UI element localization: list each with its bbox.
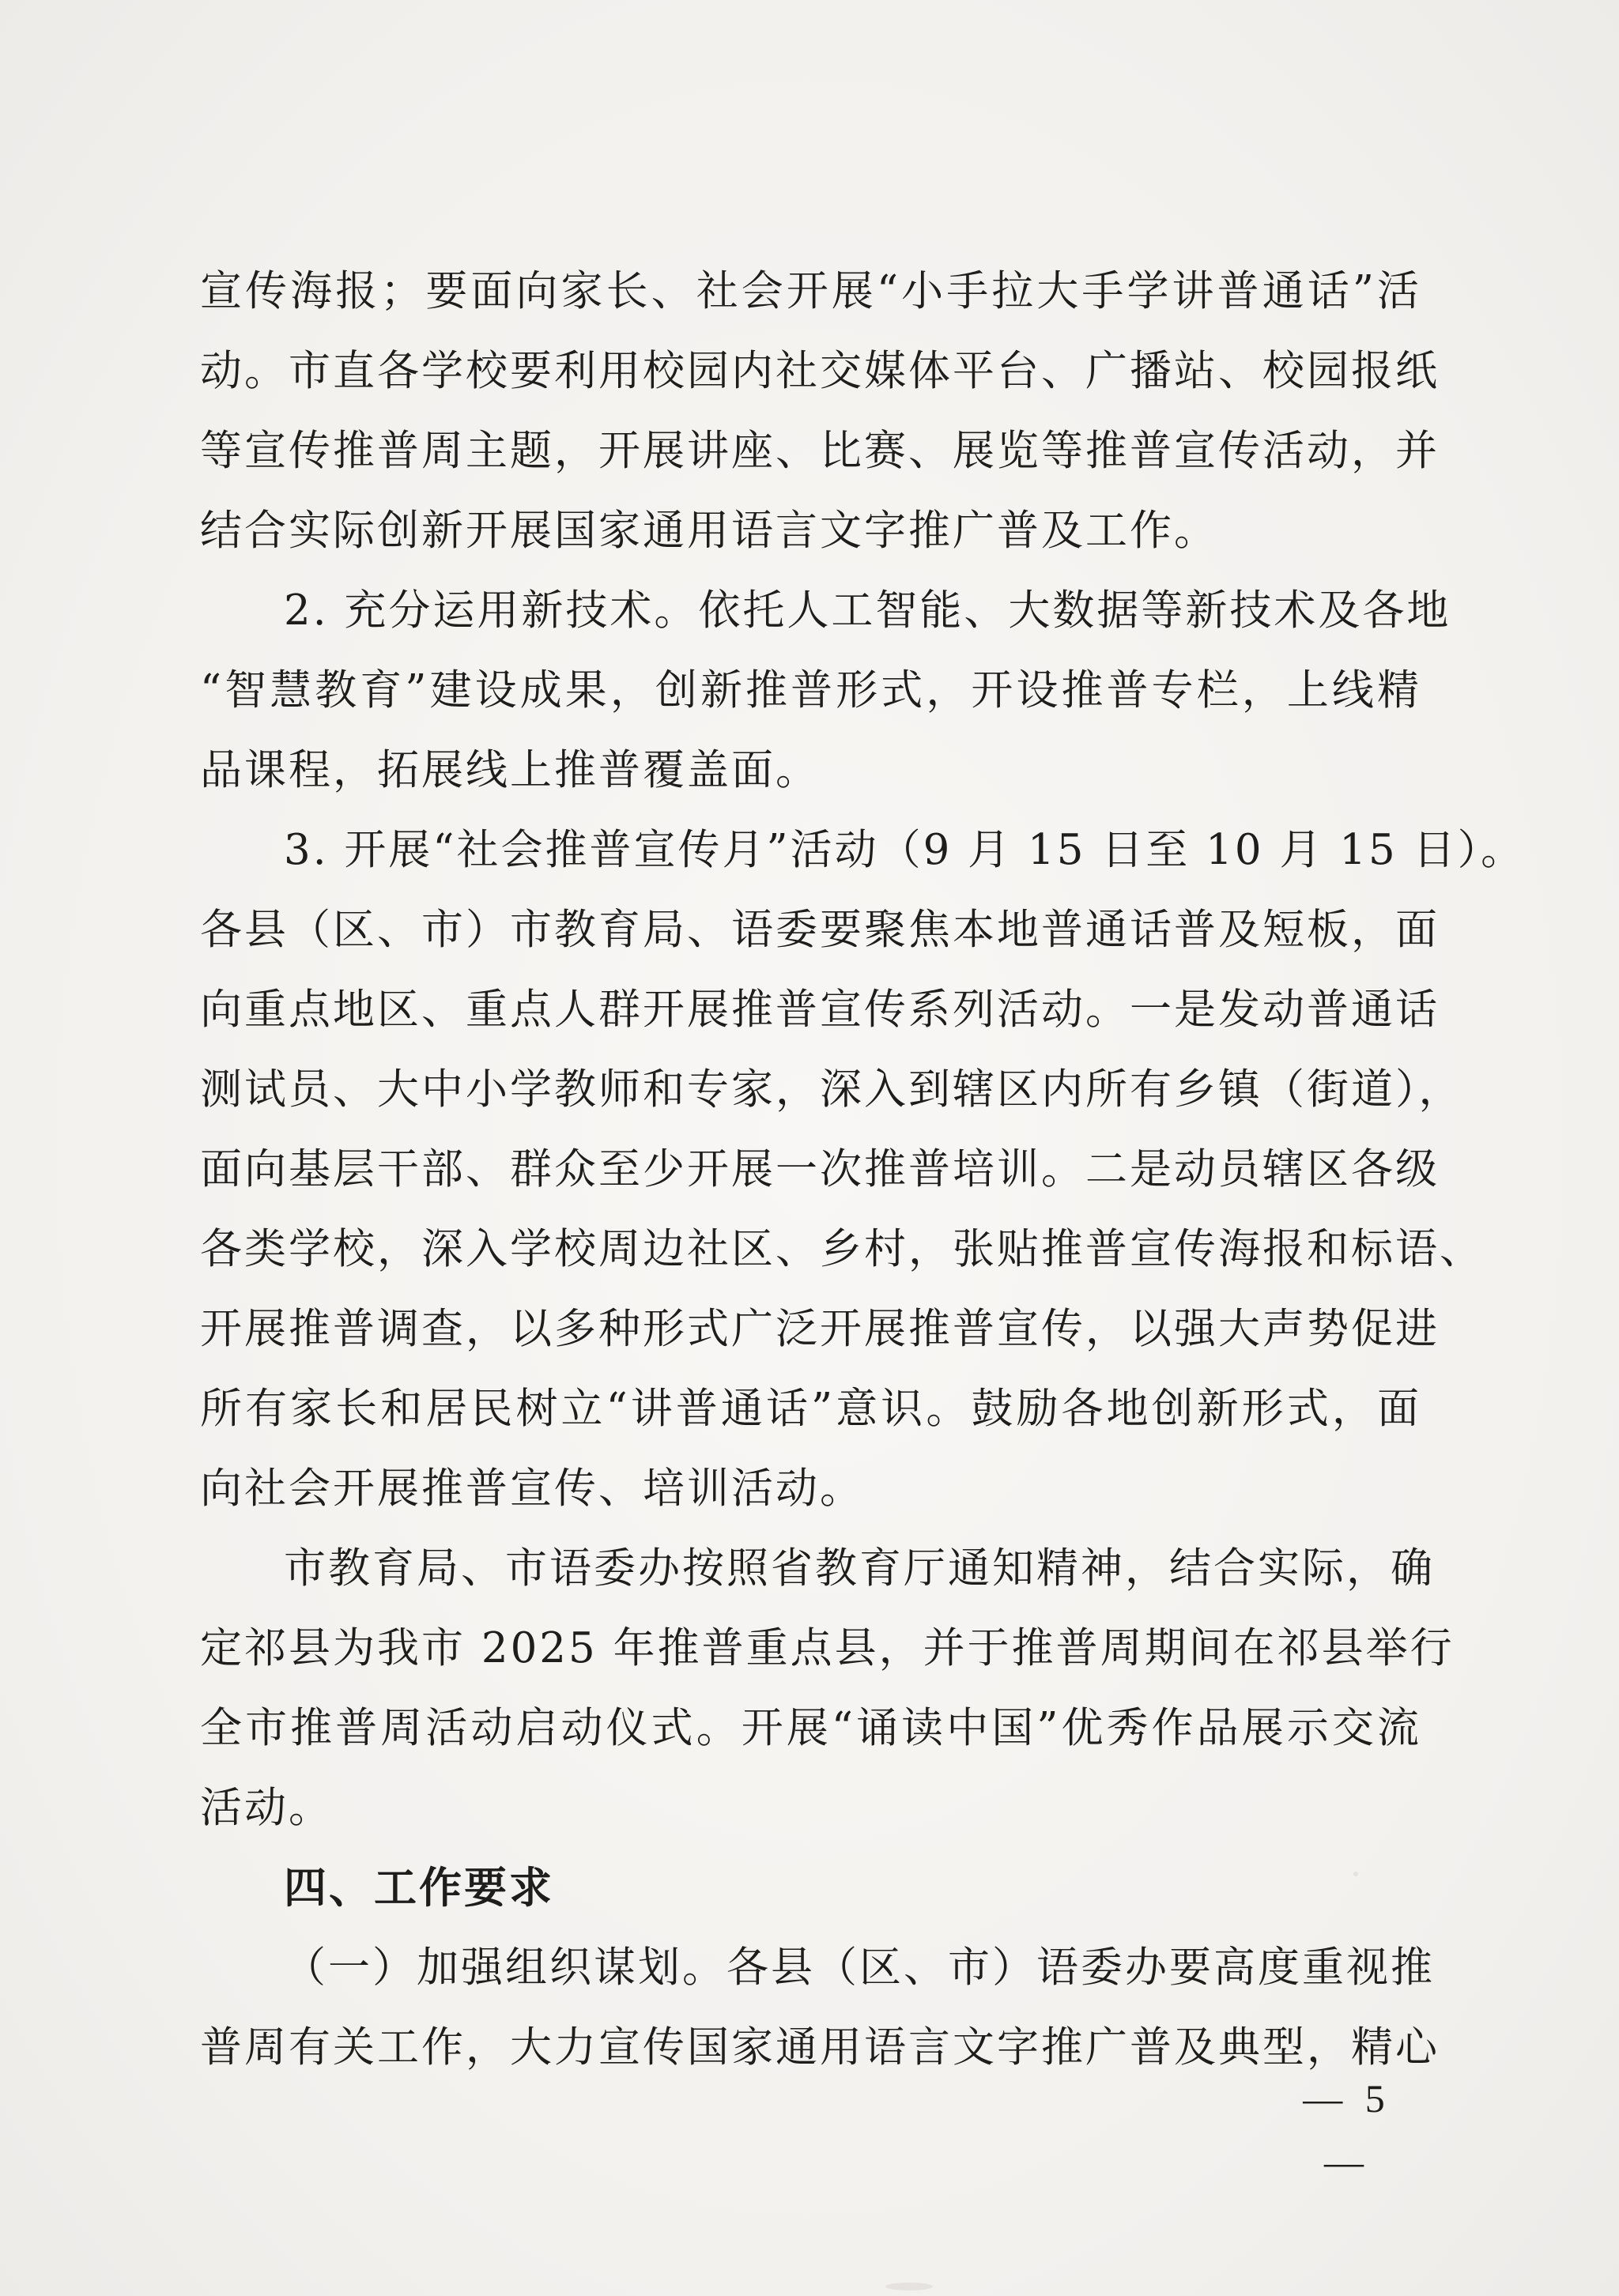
text-line: 3. 开展“社会推普宣传月”活动（9 月 15 日至 10 月 15 日）。 bbox=[284, 826, 1526, 874]
text-line: 定祁县为我市 2025 年推普重点县，并于推普周期间在祁县举行 bbox=[200, 1624, 1455, 1672]
page-number: — 5 — bbox=[1303, 2076, 1391, 2184]
text-line: 结合实际创新开展国家通用语言文字推广普及工作。 bbox=[200, 507, 1218, 555]
text-line: 活动。 bbox=[200, 1784, 333, 1832]
text-line: 宣传海报；要面向家长、社会开展“小手拉大手学讲普通话”活 bbox=[200, 267, 1421, 315]
text-line: 全市推普周活动启动仪式。开展“诵读中国”优秀作品展示交流 bbox=[200, 1704, 1421, 1752]
text-line: 2. 充分运用新技术。依托人工智能、大数据等新技术及各地 bbox=[284, 586, 1451, 635]
text-line: 市教育局、市语委办按照省教育厅通知精神，结合实际，确 bbox=[284, 1544, 1435, 1593]
text-line: 各类学校，深入学校周边社区、乡村，张贴推普宣传海报和标语、 bbox=[200, 1225, 1484, 1273]
section-heading: 四、工作要求 bbox=[284, 1863, 554, 1913]
text-line: 测试员、大中小学教师和专家，深入到辖区内所有乡镇（街道）， bbox=[200, 1065, 1463, 1114]
text-line: “智慧教育”建设成果，创新推普形式，开设推普专栏，上线精 bbox=[200, 666, 1421, 714]
body-text bbox=[200, 251, 1526, 2087]
scan-speck bbox=[1353, 1872, 1358, 1876]
text-line: 普周有关工作，大力宣传国家通用语言文字推广普及典型，精心 bbox=[200, 2023, 1440, 2072]
text-line: 等宣传推普周主题，开展讲座、比赛、展览等推普宣传活动，并 bbox=[200, 427, 1440, 475]
text-line: （一）加强组织谋划。各县（区、市）语委办要高度重视推 bbox=[284, 1943, 1435, 1992]
text-line: 向重点地区、重点人群开展推普宣传系列活动。一是发动普通话 bbox=[200, 986, 1440, 1034]
text-line: 各县（区、市）市教育局、语委要聚焦本地普通话普及短板，面 bbox=[200, 906, 1440, 954]
text-line: 所有家长和居民树立“讲普通话”意识。鼓励各地创新形式，面 bbox=[200, 1385, 1421, 1433]
text-line: 面向基层干部、群众至少开展一次推普培训。二是动员辖区各级 bbox=[200, 1145, 1440, 1193]
text-line: 动。市直各学校要利用校园内社交媒体平台、广播站、校园报纸 bbox=[200, 347, 1440, 395]
text-line: 品课程，拓展线上推普覆盖面。 bbox=[200, 746, 820, 794]
scan-speck bbox=[885, 2283, 933, 2290]
text-line: 向社会开展推普宣传、培训活动。 bbox=[200, 1465, 864, 1513]
text-line: 开展推普调查，以多种形式广泛开展推普宣传，以强大声势促进 bbox=[200, 1305, 1440, 1353]
